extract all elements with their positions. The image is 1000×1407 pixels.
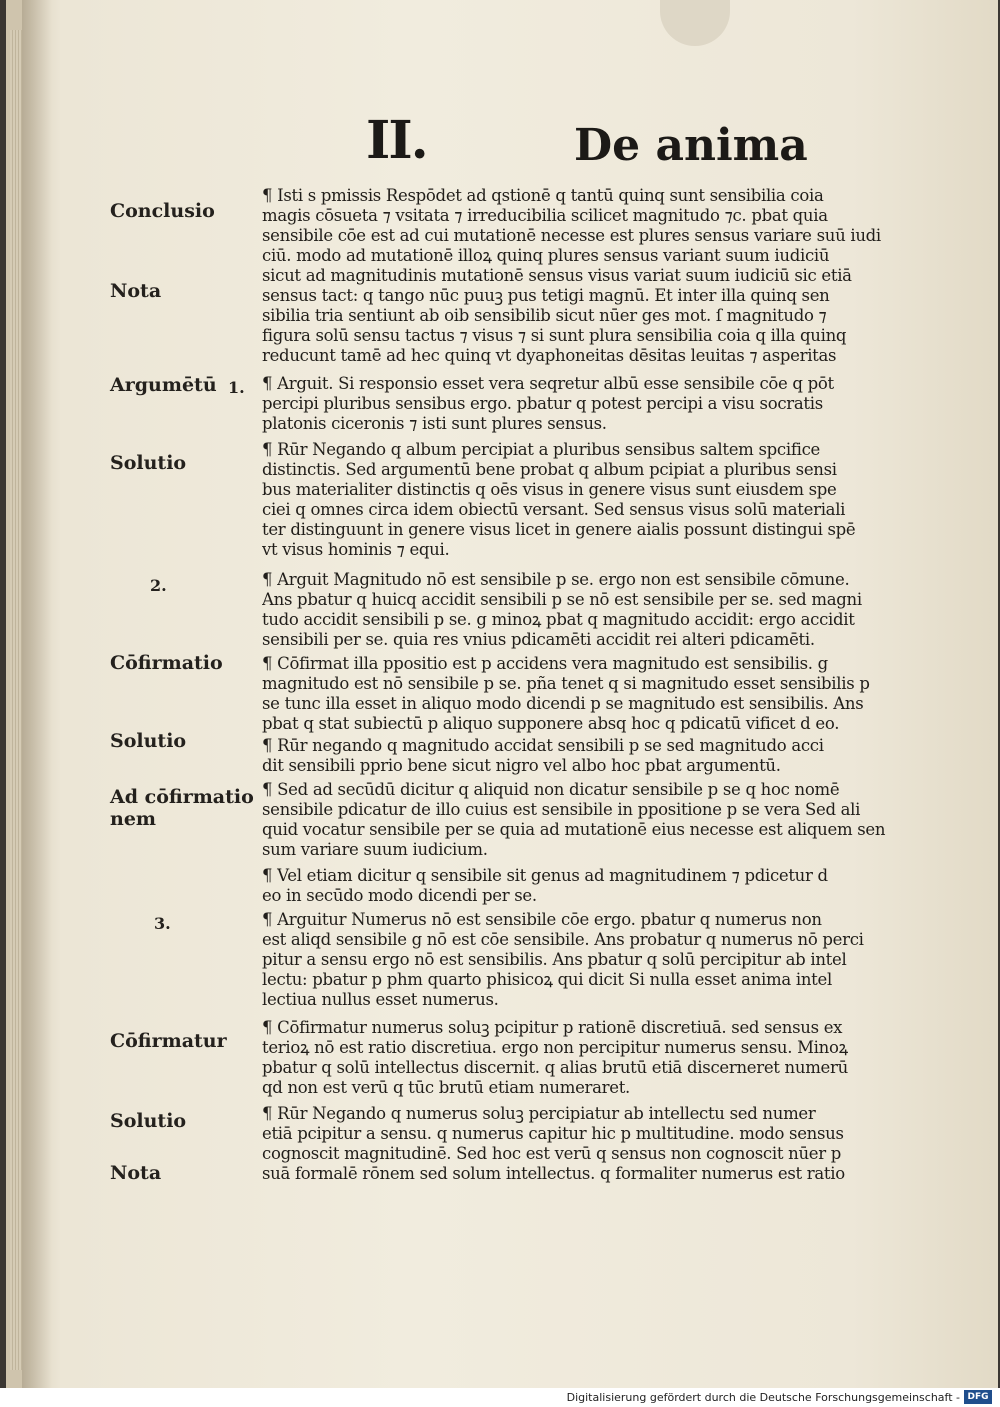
margin-note: Solutio — [110, 1110, 187, 1132]
text-line: sibilia tria sentiunt ab oib sensibilib sicut nūer ges mot. ſ magnitudo ⁊ — [262, 306, 827, 325]
margin-note: Cōfirmatur — [110, 1030, 227, 1052]
text-line: cognoscit magnitudinē. Sed hoc est verū q sensus non cognoscit nūer p — [262, 1144, 842, 1163]
text-line: suā formalē rōnem sed solum intellectus. q formaliter numerus est ratio — [262, 1164, 845, 1183]
text-line: dit sensibili pprio bene sicut nigro vel albo hoc pbat argumentū. — [262, 756, 781, 775]
margin-note: Solutio — [110, 730, 187, 752]
text-line: etiā pcipitur a sensu. q numerus capitur hic p multitudine. modo sensus — [262, 1124, 844, 1143]
text-line: lectu: pbatur p phm quarto phisicoꝝ qui dicit Si nulla esset anima intel — [262, 970, 832, 989]
text-line: distinctis. Sed argumentū bene probat q album pcipiat a pluribus sensi — [262, 460, 837, 479]
dfg-logo: DFG — [964, 1390, 992, 1404]
text-line: vt visus hominis ⁊ equi. — [262, 540, 450, 559]
funding-credit: Digitalisierung gefördert durch die Deutsche Forschungsgemeinschaft - — [566, 1391, 960, 1404]
text-line: ¶ Sed ad secūdū dicitur q aliquid non dicatur sensibile p se q hoc nomē — [262, 780, 840, 799]
text-line: ciū. modo ad mutationē illoꝝ quinq plures sensus variant suum iudiciū — [262, 246, 830, 265]
text-line: ter distinguunt in genere visus licet in genere aialis possunt distingui spē — [262, 520, 856, 539]
text-line: terioꝝ nō est ratio discretiua. ergo non percipitur numerus sensu. Minoꝝ — [262, 1038, 848, 1057]
text-line: tudo accidit sensibili p se. g minoꝝ pbat q magnitudo accidit: ergo accidit — [262, 610, 855, 629]
text-line: ¶ Arguit Magnitudo nō est sensibile p se. ergo non est sensibile cōmune. — [262, 570, 850, 589]
text-line: magis cōsueta ⁊ vsitata ⁊ irreducibilia scilicet magnitudo ⁊c. pbat quia — [262, 206, 828, 225]
text-line: ¶ Arguit. Si responsio esset vera seqretur albū esse sensibile cōe q pōt — [262, 374, 834, 393]
running-head: De anima — [574, 120, 808, 171]
text-line: sicut ad magnitudinis mutationē sensus visus variat suum iudiciū sic etiā — [262, 266, 852, 285]
text-line: platonis ciceronis ⁊ isti sunt plures sensus. — [262, 414, 607, 433]
text-line: bus materialiter distinctis q oēs visus in genere visus sunt eiusdem spe — [262, 480, 837, 499]
page-edges — [10, 30, 22, 1370]
text-line: ¶ Vel etiam dicitur q sensibile sit genus ad magnitudinem ⁊ pdicetur d — [262, 866, 828, 885]
text-line: ¶ Arguitur Numerus nō est sensibile cōe ergo. pbatur q numerus non — [262, 910, 822, 929]
text-line: magnitudo est nō sensibile p se. pña tenet q si magnitudo esset sensibilis p — [262, 674, 870, 693]
page-number: II. — [366, 110, 427, 171]
text-line: se tunc illa esset in aliquo modo dicendi p se magnitudo est sensibilis. Ans — [262, 694, 864, 713]
text-line: ¶ Rūr Negando q album percipiat a pluribus sensibus saltem spcifice — [262, 440, 821, 459]
margin-number: 2. — [150, 576, 167, 595]
margin-number: 3. — [154, 914, 171, 933]
margin-note: Nota — [110, 1162, 162, 1184]
text-line: quid vocatur sensibile per se quia ad mutationē eius necesse est aliquem sen — [262, 820, 886, 839]
text-line: ciei q omnes circa idem obiectū versant. Sed sensus visus solū materiali — [262, 500, 846, 519]
text-line: sensibili per se. quia res vnius pdicamēti accidit rei alteri pdicamēti. — [262, 630, 815, 649]
text-line: eo in secūdo modo dicendi per se. — [262, 886, 537, 905]
text-line: pbat q stat subiectū p aliquo supponere absq hoc q pdicatū vificet d eo. — [262, 714, 840, 733]
text-line: sum variare suum iudicium. — [262, 840, 488, 859]
margin-note: Solutio — [110, 452, 187, 474]
text-line: percipi pluribus sensibus ergo. pbatur q potest percipi a visu socratis — [262, 394, 823, 413]
text-line: qd non est verū q tūc brutū etiam numeraret. — [262, 1078, 631, 1097]
margin-note: Nota — [110, 280, 162, 302]
text-line: Ans pbatur q huicq accidit sensibili p se nō est sensibile per se. sed magni — [262, 590, 862, 609]
text-line: figura solū sensu tactus ⁊ visus ⁊ si sunt plura sensibilia coia q illa quinq — [262, 326, 847, 345]
text-line: pbatur q solū intellectus discernit. q alias brutū etiā discerneret numerū — [262, 1058, 848, 1077]
margin-number: 1. — [228, 378, 245, 397]
text-line: ¶ Isti s pmissis Respōdet ad qstionē q tantū quinq sunt sensibilia coia — [262, 186, 824, 205]
text-line: reducunt tamē ad hec quinq vt dyaphoneitas dēsitas leuitas ⁊ asperitas — [262, 346, 837, 365]
gutter-shadow — [22, 0, 52, 1388]
text-line: lectiua nullus esset numerus. — [262, 990, 499, 1009]
margin-note: Cōfirmatio — [110, 652, 223, 674]
margin-note: Conclusio — [110, 200, 215, 222]
text-line: ¶ Rūr negando q magnitudo accidat sensibili p se sed magnitudo acci — [262, 736, 824, 755]
text-line: sensibile cōe est ad cui mutationē necesse est plures sensus variare suū iudi — [262, 226, 881, 245]
text-line: pitur a sensu ergo nō est sensibilis. Ans pbatur q solū percipitur ab intel — [262, 950, 847, 969]
text-line: ¶ Rūr Negando q numerus soluꝫ percipiatur ab intellectu sed numer — [262, 1104, 816, 1123]
margin-note: Argumētū — [110, 374, 217, 396]
text-line: est aliqd sensibile g nō est cōe sensibile. Ans probatur q numerus nō perci — [262, 930, 864, 949]
text-line: sensus tact: q tango nūc puuꝫ pus tetigi magnū. Et inter illa quinq sen — [262, 286, 830, 305]
text-line: ¶ Cōfirmat illa ppositio est p accidens vera magnitudo est sensibilis. g — [262, 654, 828, 673]
text-line: sensibile pdicatur de illo cuius est sensibile in ppositione p se vera Sed ali — [262, 800, 861, 819]
text-line: ¶ Cōfirmatur numerus soluꝫ pcipitur p rationē discretiuā. sed sensus ex — [262, 1018, 843, 1037]
margin-note: Ad cōfirmatio nem — [110, 786, 254, 830]
footer-bar — [0, 1388, 1000, 1407]
